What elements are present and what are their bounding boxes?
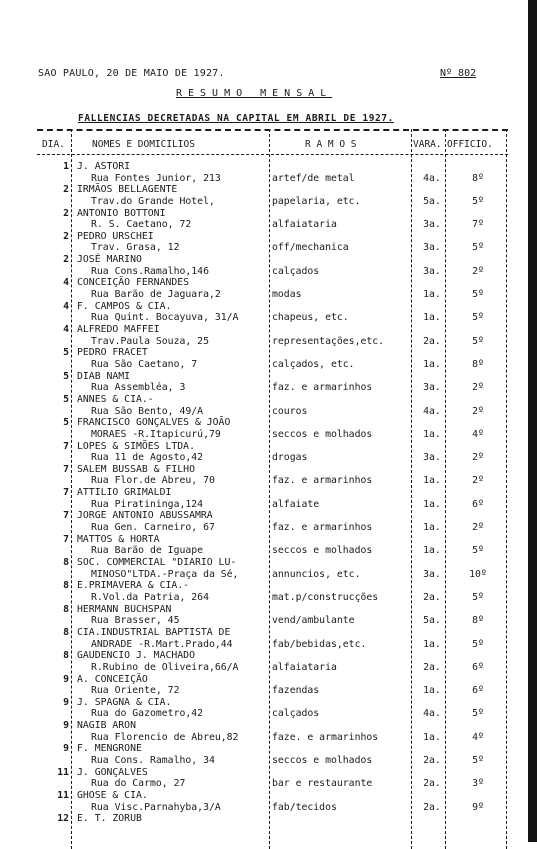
row-court: 1a.: [423, 475, 441, 487]
row-name-address: [77, 650, 273, 673]
row-office: 5º: [472, 312, 484, 324]
row-day: 1: [63, 161, 69, 172]
row-court: 2a.: [423, 778, 441, 790]
table-row: [37, 184, 508, 207]
row-branch: seccos e molhados: [272, 545, 373, 557]
row-address: Rua do Carmo, 27: [91, 778, 186, 790]
column-header-dia: DIA.: [42, 139, 65, 150]
row-office: 2º: [472, 522, 484, 534]
row-branch: seccos e molhados: [272, 428, 373, 440]
row-day: 7: [63, 510, 69, 522]
row-day: 7: [63, 440, 69, 452]
row-address: Rua Assembléa, 3: [91, 382, 186, 394]
row-address: Rua São Caetano, 7: [91, 358, 198, 370]
row-name-address: [77, 231, 273, 254]
page-subtitle: FALLENCIAS DECRETADAS NA CAPITAL EM ABRIL DE 1927.: [78, 113, 394, 124]
row-day: 5: [63, 347, 69, 359]
table-row: [37, 720, 508, 743]
row-office: 7º: [472, 219, 484, 231]
row-office: 5º: [472, 708, 484, 720]
row-branch: seccos e molhados: [272, 755, 373, 767]
column-header-officio: OFFICIO.: [447, 139, 493, 150]
row-name: ANTONIO BOTTONI: [77, 207, 166, 219]
row-name-address: [77, 720, 273, 743]
row-office: 6º: [472, 685, 484, 697]
table-row: [37, 208, 508, 231]
row-day: 2: [63, 230, 69, 242]
table-row: [37, 534, 508, 557]
table-top-rule: [37, 129, 508, 131]
row-court: 1a.: [423, 731, 441, 743]
row-name-address: [77, 347, 273, 370]
row-court: 2a.: [423, 661, 441, 673]
row-office: 5º: [472, 591, 484, 603]
table-row: [37, 604, 508, 627]
row-court: 4a.: [423, 172, 441, 184]
row-day: 9: [63, 720, 69, 732]
table-row: [37, 254, 508, 277]
row-name-address: [77, 767, 273, 790]
row-court: 5a.: [423, 615, 441, 627]
column-header-ramos: R A M O S: [305, 139, 357, 150]
table-row: [37, 580, 508, 603]
row-name-address: [77, 277, 273, 300]
table-row: [37, 557, 508, 580]
row-address: Rua Visc.Parnahyba,3/A: [91, 801, 221, 813]
row-branch: faz. e armarinhos: [272, 382, 373, 394]
row-court: 2a.: [423, 801, 441, 813]
row-name: JOSÉ MARINO: [77, 254, 142, 266]
row-name: ANNES & CIA.-: [77, 393, 154, 405]
row-office: 5º: [472, 545, 484, 557]
row-branch: alfaiate: [272, 498, 320, 510]
table-row: [37, 231, 508, 254]
row-day: 5: [63, 370, 69, 382]
row-name: MATTOS & HORTA: [77, 533, 160, 545]
scan-edge: [528, 0, 537, 842]
row-name: CONCEIÇÃO FERNANDES: [77, 277, 190, 289]
row-court: 2a.: [423, 755, 441, 767]
document-number: Nº 802: [440, 68, 477, 79]
table-row: [37, 464, 508, 487]
table-row: [37, 813, 508, 836]
column-header-nomes: NOMES E DOMICILIOS: [92, 139, 195, 150]
row-office: 2º: [472, 382, 484, 394]
row-court: 1a.: [423, 685, 441, 697]
table-row: [37, 301, 508, 324]
row-address: MINOSO"LTDA.-Praça da Sé,: [91, 568, 239, 580]
table-row: [37, 743, 508, 766]
row-office: 6º: [472, 661, 484, 673]
row-office: 5º: [472, 289, 484, 301]
table-row: [37, 417, 508, 440]
row-court: 4a.: [423, 708, 441, 720]
row-address: Rua Florencio de Abreu,82: [91, 731, 239, 743]
row-name-address: [77, 697, 273, 720]
row-day: 8: [63, 557, 69, 569]
row-address: Rua Barão de Iguape: [91, 545, 204, 557]
row-branch: chapeus, etc.: [272, 312, 349, 324]
row-branch: fab/bebidas,etc.: [272, 638, 367, 650]
row-name: SOC. COMMERCIAL "DIARIO LU-: [77, 557, 237, 569]
row-name: ATTILIO GRIMALDI: [77, 487, 172, 499]
row-branch: modas: [272, 289, 302, 301]
column-header-vara: VARA.: [413, 139, 442, 150]
row-name: F. CAMPOS & CIA.: [77, 300, 172, 312]
table-row: [37, 510, 508, 533]
row-day: 4: [63, 324, 69, 336]
row-name-address: [77, 394, 273, 417]
row-name-address: [77, 510, 273, 533]
row-name-address: [77, 790, 273, 813]
table-row: [37, 441, 508, 464]
row-day: 4: [63, 300, 69, 312]
row-name: SALEM BUSSAB & FILHO: [77, 463, 195, 475]
row-name: HERMANN BUCHSPAN: [77, 603, 172, 615]
row-court: 5a.: [423, 195, 441, 207]
row-name: FRANCISCO GONÇALVES & JOÃO: [77, 417, 231, 429]
row-office: 9º: [472, 801, 484, 813]
row-name: NAGIB ARON: [77, 720, 136, 732]
row-name: ALFREDO MAFFEI: [77, 324, 160, 336]
row-name-address: [77, 417, 273, 440]
row-day: 11: [57, 790, 69, 802]
row-branch: drogas: [272, 452, 308, 464]
row-address: Rua Gen. Carneiro, 67: [91, 522, 215, 534]
place-date: SAO PAULO, 20 DE MAIO DE 1927.: [38, 68, 225, 79]
row-office: 8º: [472, 615, 484, 627]
row-day: 9: [63, 673, 69, 685]
row-branch: fazendas: [272, 685, 320, 697]
row-address: Rua Fontes Junior, 213: [91, 172, 221, 184]
row-address: Rua Quint. Bocayuva, 31/A: [91, 312, 239, 324]
table-row: [37, 627, 508, 650]
row-address: Rua Brasser, 45: [91, 615, 180, 627]
row-address: R.Rubino de Oliveira,66/A: [91, 661, 239, 673]
row-name-address: [77, 604, 273, 627]
row-branch: representações,etc.: [272, 335, 385, 347]
row-name: F. MENGRONE: [77, 743, 142, 755]
row-office: 5º: [472, 755, 484, 767]
row-office: 2º: [472, 405, 484, 417]
row-office: 6º: [472, 498, 484, 510]
row-name: PEDRO FRACET: [77, 347, 148, 359]
row-branch: off/mechanica: [272, 242, 349, 254]
row-day: 9: [63, 696, 69, 708]
row-name-address: [77, 324, 273, 347]
row-court: 3a.: [423, 242, 441, 254]
row-name-address: [77, 301, 273, 324]
row-branch: vend/ambulante: [272, 615, 355, 627]
row-address: Rua Flor.de Abreu, 70: [91, 475, 215, 487]
table-row: [37, 674, 508, 697]
row-day: 12: [57, 813, 69, 825]
table-row: [37, 277, 508, 300]
row-branch: alfaiataria: [272, 661, 337, 673]
row-branch: mat.p/construcções: [272, 591, 379, 603]
row-day: 8: [63, 603, 69, 615]
table-row: [37, 790, 508, 813]
row-court: 2a.: [423, 335, 441, 347]
table-row: [37, 767, 508, 790]
row-address: Rua do Gazometro,42: [91, 708, 204, 720]
row-name: LOPES & SIMÕES LTDA.: [77, 440, 195, 452]
row-name-address: [77, 208, 273, 231]
row-court: 1a.: [423, 638, 441, 650]
row-name-address: [77, 627, 273, 650]
row-office: 8º: [472, 358, 484, 370]
row-branch: calçados, etc.: [272, 358, 355, 370]
table-body: [37, 161, 508, 837]
row-name: DIAB NAMI: [77, 370, 131, 382]
row-name: PEDRO URSCHEI: [77, 230, 154, 242]
row-name: J. SPAGNA & CIA.: [77, 696, 172, 708]
row-name-address: [77, 580, 273, 603]
row-day: 2: [63, 207, 69, 219]
row-day: 8: [63, 650, 69, 662]
row-name: A. CONCEIÇÃO: [77, 673, 148, 685]
row-court: 1a.: [423, 312, 441, 324]
row-court: 3a.: [423, 219, 441, 231]
row-address: R.Vol.da Patria, 264: [91, 591, 209, 603]
row-address: MORAES -R.Itapicurú,79: [91, 428, 221, 440]
table-row: [37, 324, 508, 347]
row-name-address: [77, 161, 273, 184]
row-branch: couros: [272, 405, 308, 417]
row-branch: faze. e armarinhos: [272, 731, 379, 743]
row-office: 10º: [469, 568, 487, 580]
row-name: IRMÃOS BELLAGENTE: [77, 184, 178, 196]
row-branch: calçados: [272, 708, 320, 720]
row-branch: bar e restaurante: [272, 778, 373, 790]
row-branch: faz. e armarinhos: [272, 522, 373, 534]
row-day: 8: [63, 626, 69, 638]
row-day: 7: [63, 533, 69, 545]
row-address: Rua Oriente, 72: [91, 685, 180, 697]
row-office: 4º: [472, 731, 484, 743]
row-name-address: [77, 813, 273, 825]
row-court: 3a.: [423, 265, 441, 277]
row-day: 11: [57, 766, 69, 778]
row-court: 3a.: [423, 382, 441, 394]
row-court: 1a.: [423, 545, 441, 557]
row-day: 9: [63, 743, 69, 755]
row-name: GHOSE & CIA.: [77, 790, 148, 802]
row-name-address: [77, 534, 273, 557]
table-row: [37, 650, 508, 673]
row-name: J. GONÇALVES: [77, 766, 148, 778]
row-name-address: [77, 464, 273, 487]
row-branch: fab/tecidos: [272, 801, 337, 813]
row-branch: papelaria, etc.: [272, 195, 361, 207]
table-row: [37, 347, 508, 370]
page-title: RESUMO MENSAL: [176, 88, 333, 99]
header-rule: [37, 154, 508, 155]
row-name: E.PRIMAVERA & CIA.-: [77, 580, 190, 592]
row-court: 4a.: [423, 405, 441, 417]
row-court: 1a.: [423, 498, 441, 510]
row-name-address: [77, 184, 273, 207]
row-name: CIA.INDUSTRIAL BAPTISTA DE: [77, 626, 231, 638]
row-day: 8: [63, 580, 69, 592]
row-address: Rua Piratininga,124: [91, 498, 204, 510]
row-day: 2: [63, 184, 69, 196]
row-office: 5º: [472, 335, 484, 347]
row-branch: alfaiataria: [272, 219, 337, 231]
row-office: 3º: [472, 778, 484, 790]
row-address: Trav. Grasa, 12: [91, 242, 180, 254]
row-name-address: [77, 557, 273, 580]
row-day: 4: [63, 277, 69, 289]
row-court: 1a.: [423, 522, 441, 534]
row-name-address: [77, 254, 273, 277]
row-name-address: [77, 487, 273, 510]
row-name-address: [77, 674, 273, 697]
row-day: 7: [63, 463, 69, 475]
row-branch: calçados: [272, 265, 320, 277]
row-name: J. ASTORI: [77, 161, 131, 172]
row-address: Rua São Bento, 49/A: [91, 405, 204, 417]
row-court: 1a.: [423, 358, 441, 370]
row-office: 4º: [472, 428, 484, 440]
row-name: E. T. ZORUB: [77, 813, 142, 825]
row-office: 8º: [472, 172, 484, 184]
row-address: Rua Barão de Jaguara,2: [91, 289, 221, 301]
row-court: 1a.: [423, 289, 441, 301]
row-address: Rua 11 de Agosto,42: [91, 452, 204, 464]
row-office: 5º: [472, 638, 484, 650]
row-office: 2º: [472, 475, 484, 487]
table-row: [37, 697, 508, 720]
row-day: 2: [63, 254, 69, 266]
row-name-address: [77, 743, 273, 766]
row-office: 2º: [472, 452, 484, 464]
row-name-address: [77, 441, 273, 464]
row-name: JORGE ANTONIO ABUSSAMRA: [77, 510, 213, 522]
row-branch: faz. e armarinhos: [272, 475, 373, 487]
row-day: 7: [63, 487, 69, 499]
row-day: 5: [63, 393, 69, 405]
table-row: [37, 394, 508, 417]
table-row: [37, 371, 508, 394]
row-address: R. S. Caetano, 72: [91, 219, 192, 231]
row-court: 2a.: [423, 591, 441, 603]
row-name-address: [77, 371, 273, 394]
ledger-table: [37, 129, 508, 849]
table-row: [37, 161, 508, 184]
row-court: 3a.: [423, 452, 441, 464]
row-address: Rua Cons. Ramalho, 34: [91, 755, 215, 767]
row-court: 1a.: [423, 428, 441, 440]
row-name: GAUDENCIO J. MACHADO: [77, 650, 195, 662]
table-row: [37, 487, 508, 510]
row-address: ANDRADE -R.Mart.Prado,44: [91, 638, 233, 650]
row-branch: artef/de metal: [272, 172, 355, 184]
row-office: 2º: [472, 265, 484, 277]
row-address: Trav.Paula Souza, 25: [91, 335, 209, 347]
row-court: 3a.: [423, 568, 441, 580]
row-office: 5º: [472, 195, 484, 207]
row-address: Rua Cons.Ramalho,146: [91, 265, 209, 277]
row-address: Trav.do Grande Hotel,: [91, 195, 215, 207]
row-branch: annuncios, etc.: [272, 568, 361, 580]
row-day: 5: [63, 417, 69, 429]
row-office: 5º: [472, 242, 484, 254]
